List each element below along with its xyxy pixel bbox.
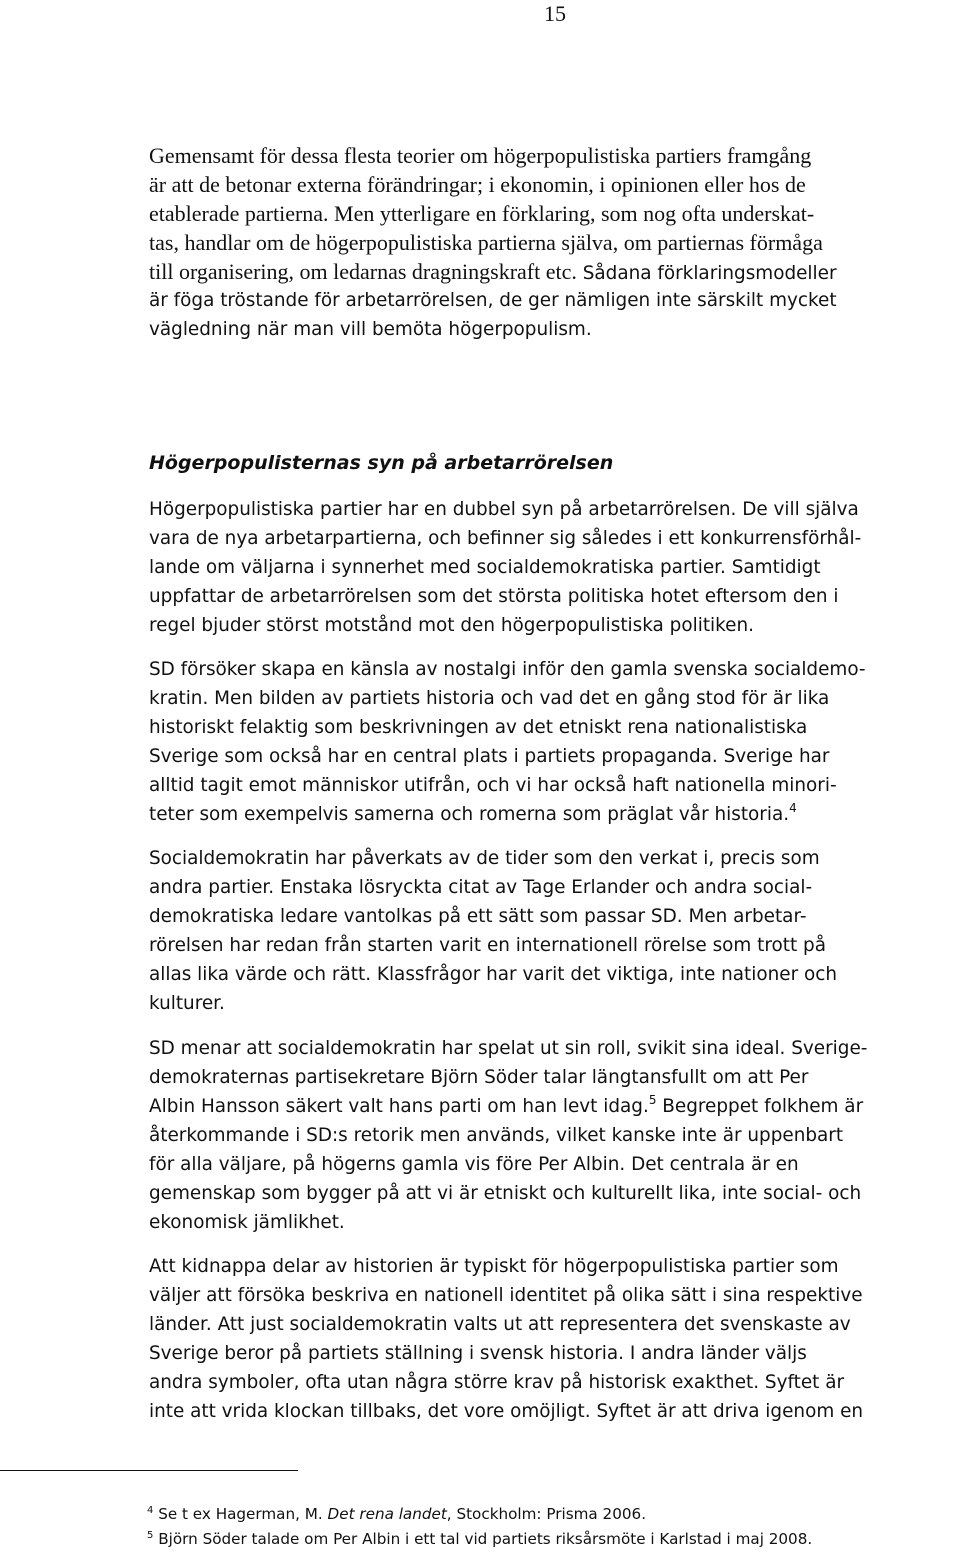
body-line: återkommande i SD:s retorik men används, vilket kanske inte är uppenbart bbox=[149, 1125, 844, 1146]
body-line: andra symboler, ofta utan några större krav på historisk exakthet. Syftet är bbox=[149, 1372, 845, 1393]
body-line: allas lika värde och rätt. Klassfrågor har varit det viktiga, inte nationer och bbox=[149, 964, 838, 985]
body-line bbox=[149, 1092, 863, 1121]
body-line: uppfattar de arbetarrörelsen som det största politiska hotet eftersom den i bbox=[149, 586, 839, 607]
body-line: kratin. Men bilden av partiets historia och vad det en gång stod för är lika bbox=[149, 688, 830, 709]
intro-line: är att de betonar externa förändringar; i ekonomin, i opinionen eller hos de bbox=[149, 172, 806, 197]
body-line: Högerpopulistiska partier har en dubbel syn på arbetarrörelsen. De vill själva bbox=[149, 499, 859, 520]
footnote-4 bbox=[147, 1503, 646, 1525]
body-line: historiskt felaktig som beskrivningen av det etniskt rena nationalistiska bbox=[149, 717, 808, 738]
body-line: SD försöker skapa en känsla av nostalgi inför den gamla svenska socialdemo- bbox=[149, 659, 866, 680]
body-line: Socialdemokratin har påverkats av de tider som den verkat i, precis som bbox=[149, 848, 820, 869]
body-line: lande om väljarna i synnerhet med socialdemokratiska partier. Samtidigt bbox=[149, 557, 821, 578]
intro-line bbox=[149, 257, 837, 288]
footnote-text: Se t ex Hagerman, M. bbox=[158, 1505, 328, 1523]
body-line-text: teter som exempelvis samerna och romerna som präglat vår historia. bbox=[149, 804, 790, 825]
intro-line: etablerade partierna. Men ytterligare en förklaring, som nog ofta underskat- bbox=[149, 201, 815, 226]
footnote-ref[interactable]: 4 bbox=[789, 801, 797, 815]
body-line: demokraternas partisekretare Björn Söder talar längtansfullt om att Per bbox=[149, 1067, 809, 1088]
footnote-book-title: Det rena landet bbox=[327, 1505, 447, 1523]
body-line: regel bjuder störst motstånd mot den högerpopulistiska politiken. bbox=[149, 615, 754, 636]
section-heading: Högerpopulisternas syn på arbetarrörelsen bbox=[149, 452, 614, 474]
body-line bbox=[149, 800, 797, 829]
body-line: andra partier. Enstaka lösryckta citat av Tage Erlander och andra social- bbox=[149, 877, 813, 898]
body-line: alltid tagit emot människor utifrån, och vi har också haft nationella minori- bbox=[149, 775, 837, 796]
body-line: vara de nya arbetarpartierna, och befinner sig således i ett konkurrensförhål- bbox=[149, 528, 862, 549]
body-line: inte att vrida klockan tillbaks, det vore omöjligt. Syftet är att driva igenom en bbox=[149, 1401, 864, 1422]
body-line: väljer att försöka beskriva en nationell identitet på olika sätt i sina respektive bbox=[149, 1285, 863, 1306]
intro-line-sans-part: Sådana förklaringsmodeller bbox=[576, 263, 837, 284]
intro-line: är föga tröstande för arbetarrörelsen, de ger nämligen inte särskilt mycket bbox=[149, 290, 837, 311]
body-line-text: Albin Hansson säkert valt hans parti om han levt idag. bbox=[149, 1096, 649, 1117]
page-number: 15 bbox=[544, 1, 566, 26]
footnote-marker: 4 bbox=[147, 1505, 154, 1516]
footnote-text: , Stockholm: Prisma 2006. bbox=[446, 1505, 647, 1523]
intro-line: tas, handlar om de högerpopulistiska partierna själva, om partiernas förmåga bbox=[149, 230, 823, 255]
body-line: demokratiska ledare vantolkas på ett sätt som passar SD. Men arbetar- bbox=[149, 906, 807, 927]
body-line: Sverige som också har en central plats i partiets propaganda. Sverige har bbox=[149, 746, 830, 767]
intro-line: vägledning när man vill bemöta högerpopulism. bbox=[149, 319, 592, 340]
body-line: kulturer. bbox=[149, 993, 225, 1014]
body-line: för alla väljare, på högerns gamla vis före Per Albin. Det centrala är en bbox=[149, 1154, 799, 1175]
footnote-text: Björn Söder talade om Per Albin i ett tal vid partiets riksårsmöte i Karlstad i maj 2008. bbox=[158, 1530, 813, 1548]
intro-line: Gemensamt för dessa flesta teorier om högerpopulistiska partiers framgång bbox=[149, 143, 812, 168]
body-line-text: Begreppet folkhem är bbox=[656, 1096, 864, 1117]
footnote-marker: 5 bbox=[147, 1530, 154, 1541]
body-line: länder. Att just socialdemokratin valts ut att representera det svenskaste av bbox=[149, 1314, 851, 1335]
footnote-ref[interactable]: 5 bbox=[648, 1093, 657, 1107]
intro-line-serif-part: till organisering, om ledarnas dragningskraft etc. bbox=[149, 259, 577, 284]
body-line: SD menar att socialdemokratin har spelat ut sin roll, svikit sina ideal. Sverige- bbox=[149, 1038, 868, 1059]
body-line: Sverige beror på partiets ställning i svensk historia. I andra länder väljs bbox=[149, 1343, 807, 1364]
footnote-5 bbox=[147, 1528, 812, 1550]
footnote-divider bbox=[0, 1470, 298, 1471]
body-line: rörelsen har redan från starten varit en internationell rörelse som trott på bbox=[149, 935, 827, 956]
body-line: gemenskap som bygger på att vi är etniskt och kulturellt lika, inte social- och bbox=[149, 1183, 862, 1204]
body-line: ekonomisk jämlikhet. bbox=[149, 1212, 345, 1233]
body-line: Att kidnappa delar av historien är typiskt för högerpopulistiska partier som bbox=[149, 1256, 839, 1277]
